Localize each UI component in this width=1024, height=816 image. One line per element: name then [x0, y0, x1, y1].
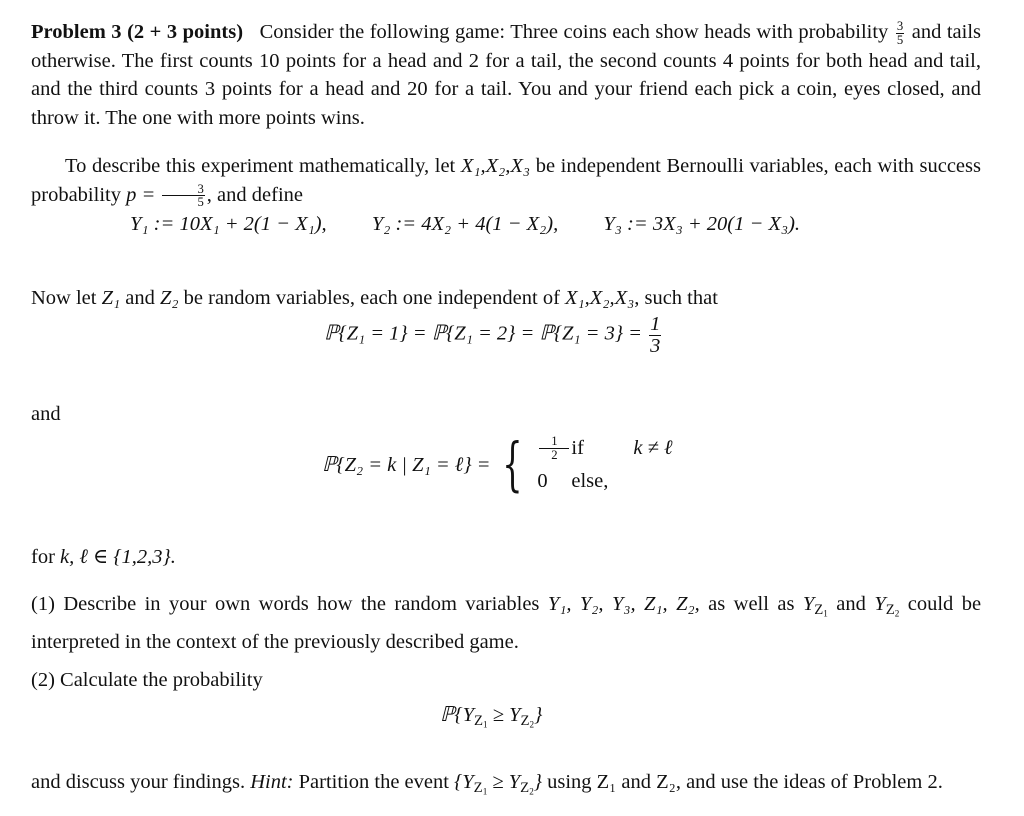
event-close: } [533, 771, 542, 793]
question-1-text-2: as well as [708, 593, 795, 615]
final-paragraph [31, 768, 981, 806]
setup-paragraph [31, 152, 981, 209]
fraction-numerator: 3 [896, 19, 904, 34]
y-definitions-equation [130, 213, 800, 236]
probability-target-equation [440, 702, 542, 730]
z2-sub: Z2 [520, 713, 535, 730]
case-1-if: if [571, 437, 584, 459]
case-2-value: 0 [537, 469, 548, 492]
event-geq: ≥ Y [487, 771, 521, 793]
question-2 [31, 666, 981, 695]
for-line [31, 543, 981, 572]
y-letter: Y [802, 593, 815, 615]
z2-conditional-lhs: ℙ{Z₂ = k | Z₁ = ℓ} = [322, 453, 491, 476]
setup-p-symbol: p = [126, 183, 156, 206]
z1-symbol: Z₁ [101, 287, 121, 309]
question-1-text-3: could be interpreted in the context of the previously described game. [31, 593, 982, 654]
fraction-numerator: 1 [650, 313, 661, 335]
fraction-three-fifths [896, 20, 904, 46]
z-intro-variables: X₁,X₂,X₃ [565, 287, 635, 309]
z-letter: Z [814, 602, 824, 619]
intro-text-2: and tails otherwise. The first counts 10 points for a head and 2 for a tail, the second counts 4 points for both head and tail, and the third counts 3 points for a head and 20 for a tail. You and your friend each pick a coin, eyes closed, and throw it. The one with more points wins. [31, 21, 982, 129]
z2-conditional-equation [322, 424, 673, 504]
y-z2-symbol [874, 593, 900, 619]
prob-open: ℙ{Y [440, 704, 474, 726]
z1-sub: Z1 [473, 713, 488, 730]
prob-geq: ≥ Y [487, 704, 521, 726]
left-brace-icon: { [502, 430, 524, 498]
fraction-denominator: 5 [197, 195, 204, 210]
fraction-denominator: 2 [551, 448, 558, 462]
z2-symbol: Z₂ [160, 287, 179, 309]
z-intro-and: and [125, 287, 155, 309]
final-text-1: and discuss your findings. [31, 771, 246, 793]
fraction-one-half [539, 435, 569, 461]
setup-variables: X₁,X₂,X₃ [460, 155, 531, 177]
question-2-text: Calculate the probability [60, 669, 263, 691]
z-subscript [886, 602, 900, 618]
z-subscript [814, 602, 828, 618]
case-2-else: else, [571, 469, 609, 492]
sub-index: 1 [823, 608, 828, 619]
fraction-numerator: 3 [197, 181, 204, 196]
z-intro-paragraph [31, 284, 981, 313]
and-word: and [31, 403, 61, 425]
y2-definition: Y₂ := 4X₂ + 4(1 − X₂), [371, 213, 559, 235]
case-1-condition: k ≠ ℓ [633, 437, 673, 459]
problem-heading: Problem 3 (2 + 3 points) [31, 21, 244, 43]
z1-distribution-equation [324, 314, 663, 356]
question-1-label: (1) [31, 593, 55, 615]
z-intro-text-3: , such that [634, 287, 718, 309]
question-1-variables: Y₁, Y₂, Y₃, Z₁, Z₂, [547, 593, 700, 615]
event-open: {Y [454, 771, 474, 793]
question-1-and: and [836, 593, 866, 615]
cases-block [537, 435, 672, 492]
fraction-three-fifths-p [162, 183, 204, 209]
fraction-denominator: 5 [896, 32, 904, 47]
z2-sub: Z2 [520, 780, 534, 797]
y-z1-symbol [802, 593, 828, 619]
question-1-text-1: Describe in your own words how the random variables [63, 593, 540, 615]
z1-distribution-lhs: ℙ{Z₁ = 1} = ℙ{Z₁ = 2} = ℙ{Z₁ = 3} = [324, 322, 643, 345]
event-expression [454, 771, 542, 797]
setup-text-3: , and define [206, 183, 303, 206]
fraction-denominator: 3 [650, 334, 661, 357]
final-text-2: Partition the event [298, 771, 449, 793]
y3-definition: Y₃ := 3X₃ + 20(1 − X₃). [603, 213, 801, 235]
z1-sub: Z1 [473, 780, 488, 797]
z-intro-text-1: Now let [31, 287, 97, 309]
z-intro-text-2: be random variables, each one independent of [183, 287, 560, 309]
for-text: for [31, 546, 55, 568]
setup-text-2: be independent Bernoulli variables, each with success probability [31, 155, 981, 206]
question-1 [31, 590, 981, 657]
intro-text-1: Consider the following game: Three coins each show heads with probability [259, 21, 889, 43]
question-2-label: (2) [31, 669, 55, 691]
final-text-3: using Z₁ and Z₂, and use the ideas of Problem 2. [547, 771, 943, 793]
fraction-numerator: 1 [551, 434, 558, 449]
problem-intro-paragraph [31, 18, 981, 132]
setup-text-1: To describe this experiment mathematically, let [65, 155, 456, 177]
sub-index: 2 [894, 608, 900, 619]
y1-definition: Y₁ := 10X₁ + 2(1 − X₁), [130, 213, 327, 235]
fraction-one-third [649, 314, 661, 356]
z-letter: Z [885, 602, 895, 619]
y-letter: Y [874, 593, 886, 615]
hint-label: Hint: [250, 771, 294, 793]
for-math: k, ℓ ∈ {1,2,3}. [60, 546, 176, 568]
prob-close: } [534, 704, 543, 726]
